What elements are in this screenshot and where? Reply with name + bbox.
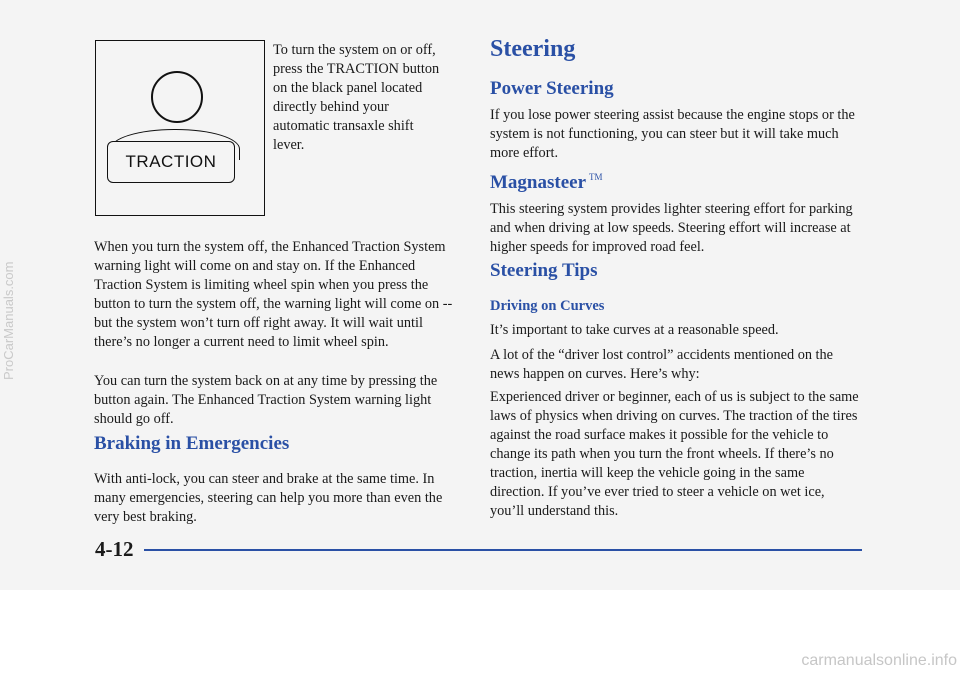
traction-button-label: TRACTION bbox=[107, 141, 235, 183]
curves-paragraph-1: It’s important to take curves at a reasonable speed. bbox=[490, 322, 779, 338]
bottom-watermark: carmanualsonline.info bbox=[801, 652, 957, 669]
steering-tips-heading: Steering Tips bbox=[490, 260, 598, 281]
traction-button-illustration bbox=[95, 40, 265, 216]
warning-lamp-icon bbox=[151, 71, 203, 123]
side-watermark: ProCarManuals.com bbox=[1, 261, 16, 381]
trademark-mark: TM bbox=[589, 172, 603, 182]
page-number: 4-12 bbox=[95, 537, 134, 561]
steering-heading: Steering bbox=[490, 36, 576, 62]
curves-paragraph-2: A lot of the “driver lost control” accidents mentioned on the news happen on curves. Here’s why: bbox=[490, 347, 834, 382]
magnasteer-paragraph: This steering system provides lighter steering effort for parking and when driving at low speeds. Steering effort will increase at higher speeds for improved road feel. bbox=[490, 201, 853, 255]
footer-rule bbox=[144, 549, 862, 551]
braking-heading: Braking in Emergencies bbox=[94, 433, 290, 454]
magnasteer-heading bbox=[490, 172, 603, 194]
curves-paragraph-3: Experienced driver or beginner, each of us is subject to the same laws of physics when driving on curves. The traction of the tires against the road surface makes it possible for the vehicle to change its path when you turn the front wheels. If there’s no traction, inertia will keep the vehicle going in the same direction. If you’ve ever tried to steer a vehicle on wet ice, you’ll understand this. bbox=[490, 389, 859, 519]
power-steering-heading: Power Steering bbox=[490, 78, 614, 99]
traction-on-paragraph: You can turn the system back on at any time by pressing the button again. The Enhanced Traction System warning light should go off. bbox=[94, 373, 438, 427]
power-steering-paragraph: If you lose power steering assist because the engine stops or the system is not functioning, you can steer but it will take much more effort. bbox=[490, 107, 855, 161]
figure-caption: To turn the system on or off, press the TRACTION button on the black panel located directly behind your automatic transaxle shift lever. bbox=[273, 42, 440, 153]
driving-on-curves-heading: Driving on Curves bbox=[490, 298, 605, 314]
magnasteer-title: Magnasteer bbox=[490, 172, 587, 193]
traction-off-paragraph: When you turn the system off, the Enhanced Traction System warning light will come on and stay on. If the Enhanced Traction System is limiting wheel spin when you press the button to turn the system off, the warning light will come on -- but the system won’t turn off right away. It will wait until there’s no longer a current need to limit wheel spin. bbox=[94, 239, 453, 350]
braking-paragraph: With anti-lock, you can steer and brake at the same time. In many emergencies, steering can help you more than even the very best braking. bbox=[94, 471, 443, 525]
